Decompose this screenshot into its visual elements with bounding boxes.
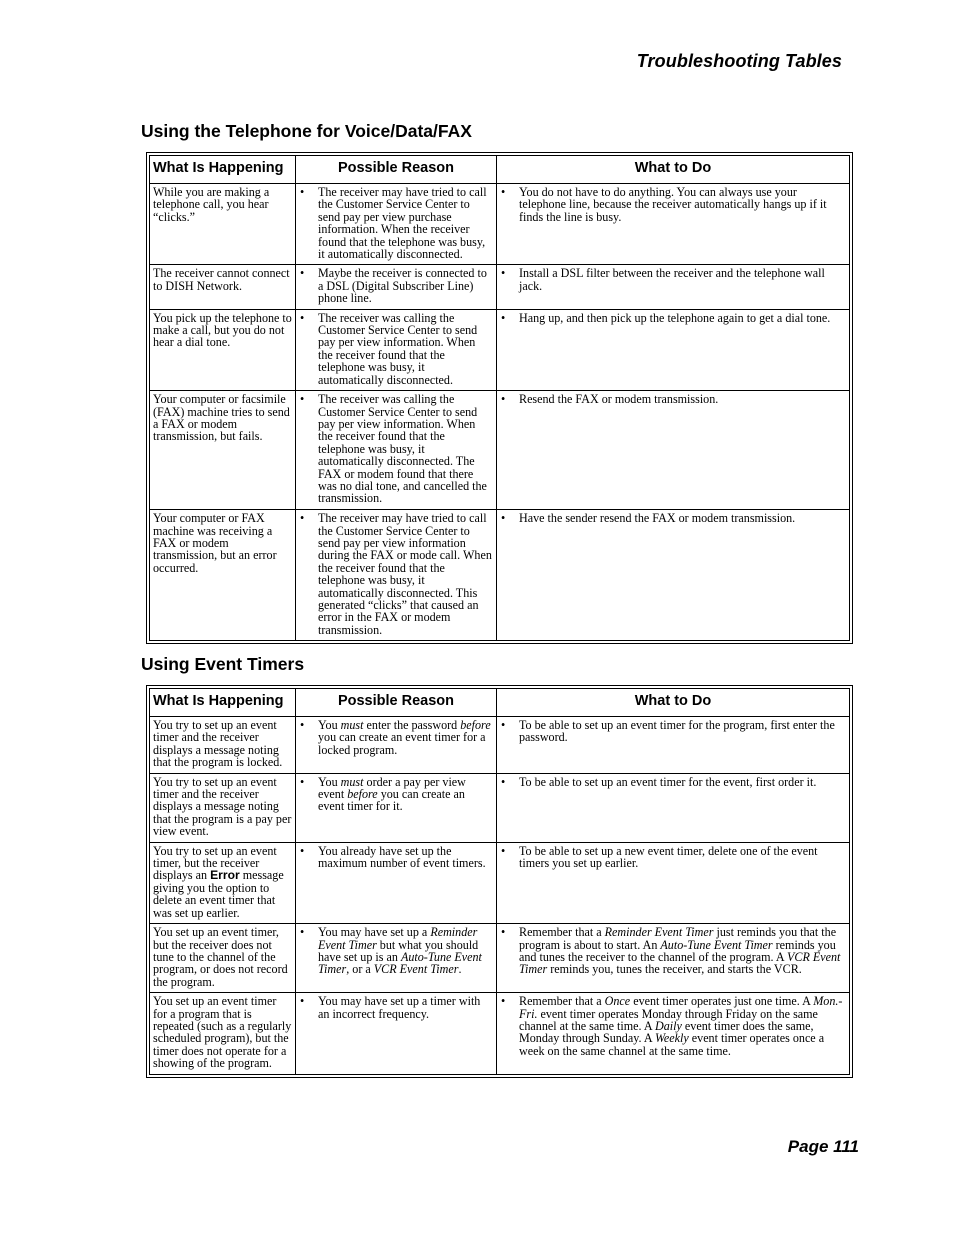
cell-what-is-happening: You try to set up an event timer and the receiver displays a message noting that the program is locked. xyxy=(150,717,296,774)
bullet-icon: • xyxy=(300,266,305,281)
bullet-text: The receiver may have tried to call the Customer Service Center to send pay per view purchase information. When the receiver found that the telephone was busy, it automatically disconnected. xyxy=(318,185,487,262)
bullet-text: You must order a pay per view event before you can create an event timer for it. xyxy=(318,774,466,814)
bullet-icon: • xyxy=(501,994,506,1009)
cell-what-to-do xyxy=(497,309,850,390)
emphasis-text: must xyxy=(340,718,364,732)
bullet-icon: • xyxy=(501,718,506,732)
bullet-icon: • xyxy=(300,392,305,407)
table-row xyxy=(150,510,850,641)
bullet-text: The receiver was calling the Customer Service Center to send pay per view information. When the receiver found that the telephone was busy, it automatically disconnected. The FAX or modem found that there was no dial tone, and cancelled the transmission. xyxy=(318,392,487,506)
bullet-text: You do not have to do anything. You can always use your telephone line, because the receiver automatically hangs up if it finds the line is busy. xyxy=(519,185,827,224)
cell-what-is-happening: You try to set up an event timer, but the receiver displays an Error message giving you the option to delete an event timer that was set up earlier. xyxy=(150,842,296,923)
column-header-what-is-happening: What Is Happening xyxy=(150,689,296,717)
bullet-text: You already have set up the maximum number of event timers. xyxy=(318,843,486,871)
bullet-icon: • xyxy=(501,511,506,526)
bullet-item xyxy=(500,926,846,976)
bullet-text: You must enter the password before you can create an event timer for a locked program. xyxy=(318,718,491,757)
cell-what-is-happening: The receiver cannot connect to DISH Network. xyxy=(150,265,296,309)
bullet-icon: • xyxy=(501,925,506,940)
bullet-text: Remember that a Reminder Event Timer just reminds you that the program is about to start. An Auto-Tune Event Timer reminds you and tunes the receiver to the channel of the program. A VCR Event Timer reminds you, tunes the receiver, and starts the VCR. xyxy=(519,925,841,977)
table-header-row xyxy=(150,689,850,717)
ui-term: Error xyxy=(210,868,240,883)
emphasis-text: Once xyxy=(604,994,631,1009)
emphasis-text: VCR Event Timer xyxy=(519,949,841,977)
cell-possible-reason xyxy=(296,842,497,923)
bullet-icon: • xyxy=(501,266,506,281)
bullet-item xyxy=(299,776,493,813)
emphasis-text: Weekly xyxy=(654,1031,689,1046)
column-header-possible-reason: Possible Reason xyxy=(296,156,497,184)
bullet-item xyxy=(299,995,493,1020)
emphasis-text: before xyxy=(460,718,491,732)
table-row xyxy=(150,993,850,1075)
column-header-possible-reason: Possible Reason xyxy=(296,689,497,717)
bullet-icon: • xyxy=(300,718,305,732)
emphasis-text: Reminder Event Timer xyxy=(318,925,478,952)
section-title-event-timers: Using Event Timers xyxy=(141,654,305,674)
bullet-icon: • xyxy=(300,774,305,789)
cell-what-is-happening: You set up an event timer for a program that is repeated (such as a regularly scheduled program), but the timer does not operate for a showing of the program. xyxy=(150,993,296,1075)
table-row xyxy=(150,717,850,774)
cell-what-is-happening: While you are making a telephone call, you hear “clicks.” xyxy=(150,184,296,265)
bullet-item xyxy=(299,312,493,386)
cell-possible-reason xyxy=(296,309,497,390)
bullet-item xyxy=(299,267,493,304)
cell-possible-reason xyxy=(296,391,497,510)
bullet-text: The receiver was calling the Customer Service Center to send pay per view information. When the receiver found that the telephone was busy, it automatically disconnected. xyxy=(318,310,478,387)
bullet-icon: • xyxy=(501,392,506,407)
bullet-icon: • xyxy=(300,185,305,199)
table-row xyxy=(150,924,850,993)
bullet-item xyxy=(299,926,493,976)
emphasis-text: before xyxy=(347,787,378,802)
bullet-icon: • xyxy=(501,774,506,789)
table-header-row xyxy=(150,156,850,184)
bullet-text: Hang up, and then pick up the telephone again to get a dial tone. xyxy=(519,310,831,325)
bullet-item xyxy=(500,393,846,405)
bullet-item xyxy=(299,512,493,636)
bullet-text: You may have set up a timer with an incorrect frequency. xyxy=(318,994,481,1021)
bullet-item xyxy=(500,512,846,524)
bullet-item xyxy=(500,995,846,1057)
bullet-text: To be able to set up a new event timer, delete one of the event timers you set up earlier. xyxy=(519,843,818,871)
cell-possible-reason xyxy=(296,717,497,774)
bullet-item xyxy=(500,845,846,870)
bullet-text: To be able to set up an event timer for the event, first order it. xyxy=(519,774,817,789)
section-title-telephone: Using the Telephone for Voice/Data/FAX xyxy=(141,121,472,141)
running-header-title: Troubleshooting Tables xyxy=(636,51,842,71)
bullet-text: To be able to set up an event timer for the program, first enter the password. xyxy=(519,718,835,745)
cell-what-to-do xyxy=(497,773,850,842)
emphasis-text: Reminder Event Timer xyxy=(604,925,714,940)
cell-what-to-do xyxy=(497,924,850,993)
bullet-text: Install a DSL filter between the receiver and the telephone wall jack. xyxy=(519,266,825,293)
column-header-what-to-do: What to Do xyxy=(497,689,850,717)
cell-what-is-happening: Your computer or facsimile (FAX) machine tries to send a FAX or modem transmission, but fails. xyxy=(150,391,296,510)
cell-what-is-happening: Your computer or FAX machine was receiving a FAX or modem transmission, but an error occurred. xyxy=(150,510,296,641)
cell-what-to-do xyxy=(497,265,850,309)
bullet-text: Remember that a Once event timer operates just one time. A Mon.-Fri. event timer operates Monday through Friday on the same channel at the same time. A Daily event timer does the same, Monday through Sunday. A Weekly event timer operates once a week on the same channel at the same time. xyxy=(519,994,843,1058)
emphasis-text: Daily xyxy=(655,1018,682,1033)
cell-what-to-do xyxy=(497,184,850,265)
bullet-text: The receiver may have tried to call the Customer Service Center to send pay per view information during the FAX or mode call. When the receiver found that the telephone was busy, it automatically disconnected. This generated “clicks” that caused an error in the FAX or modem transmission. xyxy=(318,511,492,637)
bullet-item xyxy=(500,719,846,744)
cell-possible-reason xyxy=(296,773,497,842)
bullet-icon: • xyxy=(300,310,305,325)
table-row xyxy=(150,309,850,390)
telephone-table xyxy=(146,152,853,644)
bullet-item xyxy=(299,719,493,756)
cell-what-is-happening: You set up an event timer, but the receiver does not tune to the channel of the program, or does not record the program. xyxy=(150,924,296,993)
cell-what-to-do xyxy=(497,717,850,774)
bullet-item xyxy=(299,845,493,870)
table-row xyxy=(150,265,850,309)
page-number: Page 111 xyxy=(787,1137,859,1156)
column-header-what-is-happening: What Is Happening xyxy=(150,156,296,184)
cell-what-is-happening: You try to set up an event timer and the receiver displays a message noting that the program is a pay per view event. xyxy=(150,773,296,842)
cell-what-to-do xyxy=(497,842,850,923)
bullet-text: Resend the FAX or modem transmission. xyxy=(519,392,719,407)
bullet-icon: • xyxy=(300,843,305,858)
cell-possible-reason xyxy=(296,993,497,1075)
bullet-item xyxy=(299,186,493,260)
bullet-icon: • xyxy=(300,511,305,526)
cell-what-to-do xyxy=(497,993,850,1075)
event-timers-table xyxy=(146,685,853,1078)
table-row xyxy=(150,773,850,842)
column-header-what-to-do: What to Do xyxy=(497,156,850,184)
bullet-text: You may have set up a Reminder Event Timer but what you should have set up is an Auto-Tune Event Timer, or a VCR Event Timer. xyxy=(318,925,482,977)
bullet-icon: • xyxy=(300,994,305,1009)
bullet-item xyxy=(500,186,846,223)
bullet-text: Maybe the receiver is connected to a DSL (Digital Subscriber Line) phone line. xyxy=(318,266,487,306)
emphasis-text: must xyxy=(340,774,364,789)
emphasis-text: Auto-Tune Event Timer xyxy=(660,937,773,952)
cell-possible-reason xyxy=(296,510,497,641)
bullet-icon: • xyxy=(300,925,305,940)
bullet-item xyxy=(500,312,846,324)
table-row xyxy=(150,842,850,923)
bullet-item xyxy=(299,393,493,505)
emphasis-text: Mon.-Fri. xyxy=(519,994,843,1021)
cell-what-to-do xyxy=(497,391,850,510)
bullet-icon: • xyxy=(501,310,506,325)
cell-possible-reason xyxy=(296,265,497,309)
emphasis-text: VCR Event Timer xyxy=(373,962,459,977)
table-row xyxy=(150,391,850,510)
bullet-item xyxy=(500,267,846,292)
cell-what-to-do xyxy=(497,510,850,641)
cell-possible-reason xyxy=(296,924,497,993)
bullet-icon: • xyxy=(501,843,506,858)
bullet-text: Have the sender resend the FAX or modem transmission. xyxy=(519,511,796,526)
bullet-item xyxy=(500,776,846,788)
cell-what-is-happening: You pick up the telephone to make a call, but you do not hear a dial tone. xyxy=(150,309,296,390)
table-row xyxy=(150,184,850,265)
bullet-icon: • xyxy=(501,185,506,199)
cell-possible-reason xyxy=(296,184,497,265)
emphasis-text: Auto-Tune Event Timer xyxy=(318,949,482,977)
